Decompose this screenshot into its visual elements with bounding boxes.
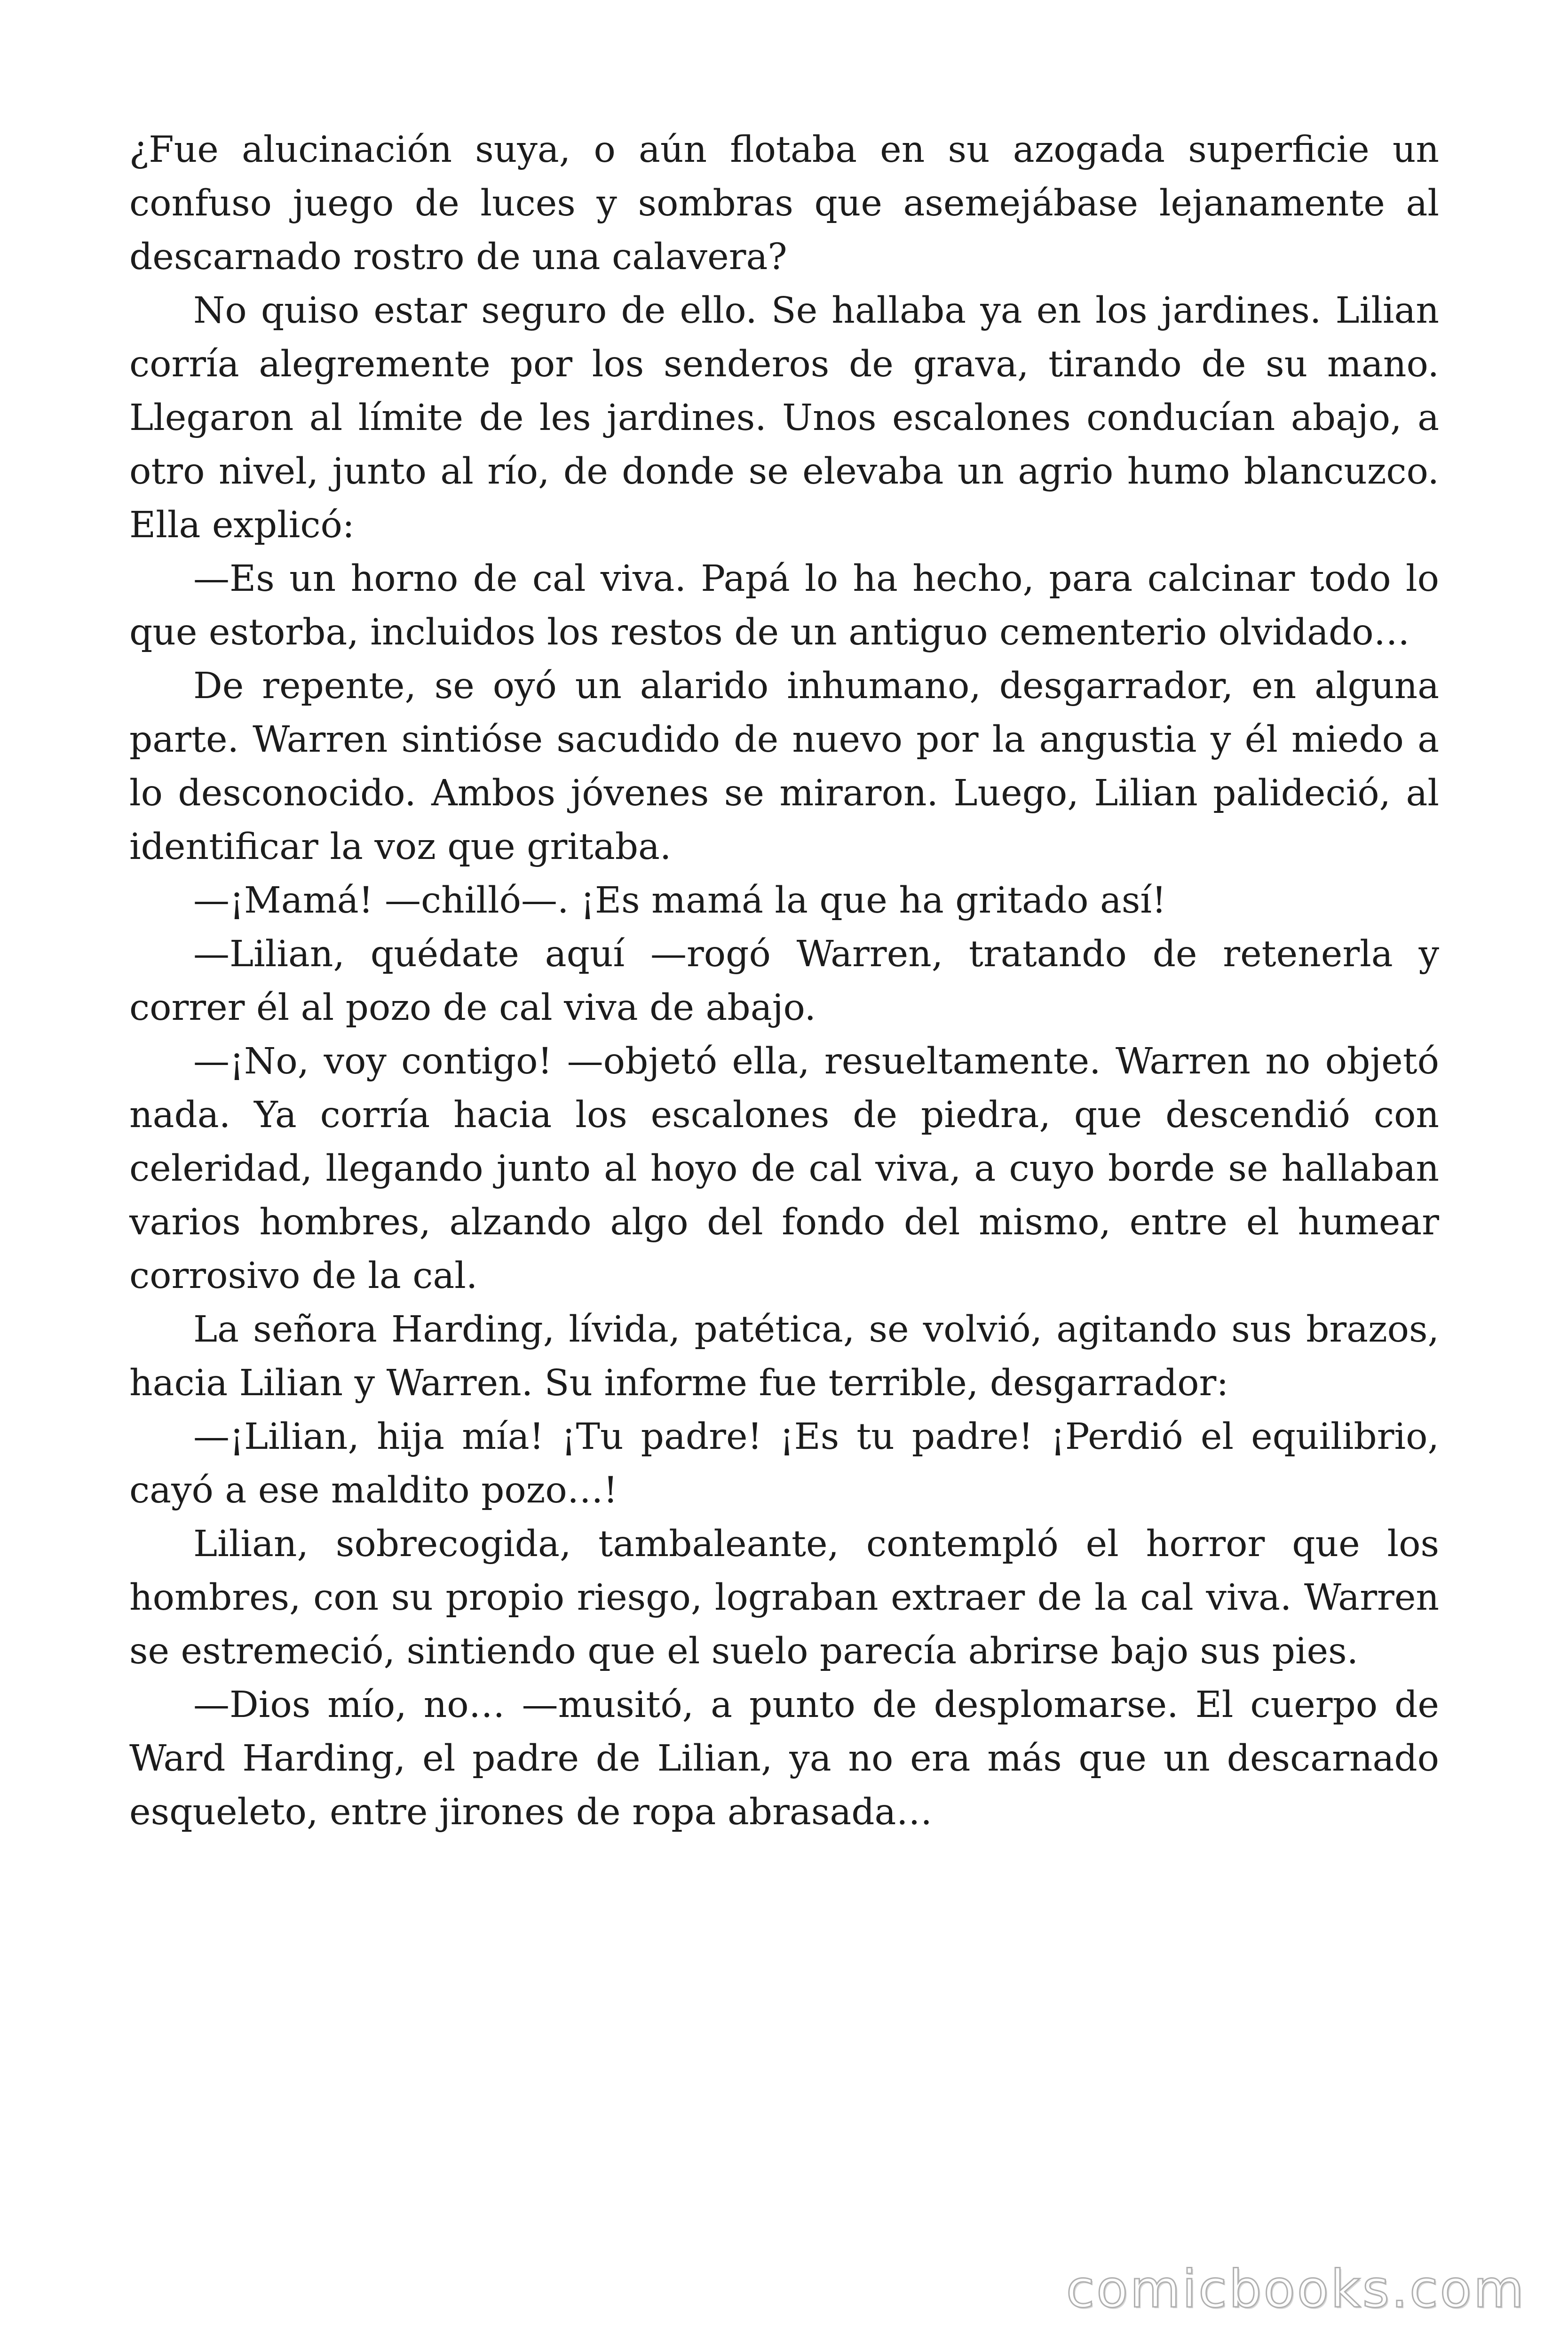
paragraph: De repente, se oyó un alarido inhumano, desgarrador, en alguna parte. Warren sintióse sacudido de nuevo por la angustia y él miedo a lo desconocido. Ambos jóvenes se miraron. Luego, Lilian palideció, al identificar la voz que gritaba. — [129, 665, 1439, 868]
paragraph: ¿Fue alucinación suya, o aún flotaba en su azogada superficie un confuso juego de luces y sombras que asemejábase lejanamente al descarnado rostro de una calavera? — [129, 129, 1439, 278]
paragraph: —Es un horno de cal viva. Papá lo ha hecho, para calcinar todo lo que estorba, incluidos los restos de un antiguo cementerio olvidado… — [129, 558, 1439, 653]
paragraph: —¡No, voy contigo! —objetó ella, resueltamente. Warren no objetó nada. Ya corría hacia los escalones de piedra, que descendió con celeridad, llegando junto al hoyo de cal viva, a cuyo borde se hallaban varios hombres, alzando algo del fondo del mismo, entre el humear corrosivo de la cal. — [129, 1041, 1439, 1297]
paragraph: Lilian, sobrecogida, tambaleante, contempló el horror que los hombres, con su propio riesgo, lograban extraer de la cal viva. Warren se estremeció, sintiendo que el suelo parecía abrirse bajo sus pies. — [129, 1523, 1439, 1672]
body-text — [129, 123, 1439, 1839]
paragraph: —Dios mío, no… —musitó, a punto de desplomarse. El cuerpo de Ward Harding, el padre de Lilian, ya no era más que un descarnado esqueleto, entre jirones de ropa abrasada… — [129, 1684, 1439, 1833]
paragraph: —¡Mamá! —chilló—. ¡Es mamá la que ha gritado así! — [193, 880, 1166, 922]
paragraph: —Lilian, quédate aquí —rogó Warren, tratando de retenerla y correr él al pozo de cal viva de abajo. — [129, 933, 1439, 1029]
paragraph: La señora Harding, lívida, patética, se volvió, agitando sus brazos, hacia Lilian y Warren. Su informe fue terrible, desgarrador: — [129, 1309, 1439, 1404]
paragraph: No quiso estar seguro de ello. Se hallaba ya en los jardines. Lilian corría alegremente por los senderos de grava, tirando de su mano. Llegaron al límite de les jardines. Unos escalones conducían abajo, a otro nivel, junto al río, de donde se elevaba un agrio humo blancuzco. Ella explicó: — [129, 290, 1439, 546]
watermark-logo: comicbooks.com — [1066, 2259, 1526, 2319]
paragraph: —¡Lilian, hija mía! ¡Tu padre! ¡Es tu padre! ¡Perdió el equilibrio, cayó a ese maldito pozo…! — [129, 1416, 1439, 1511]
